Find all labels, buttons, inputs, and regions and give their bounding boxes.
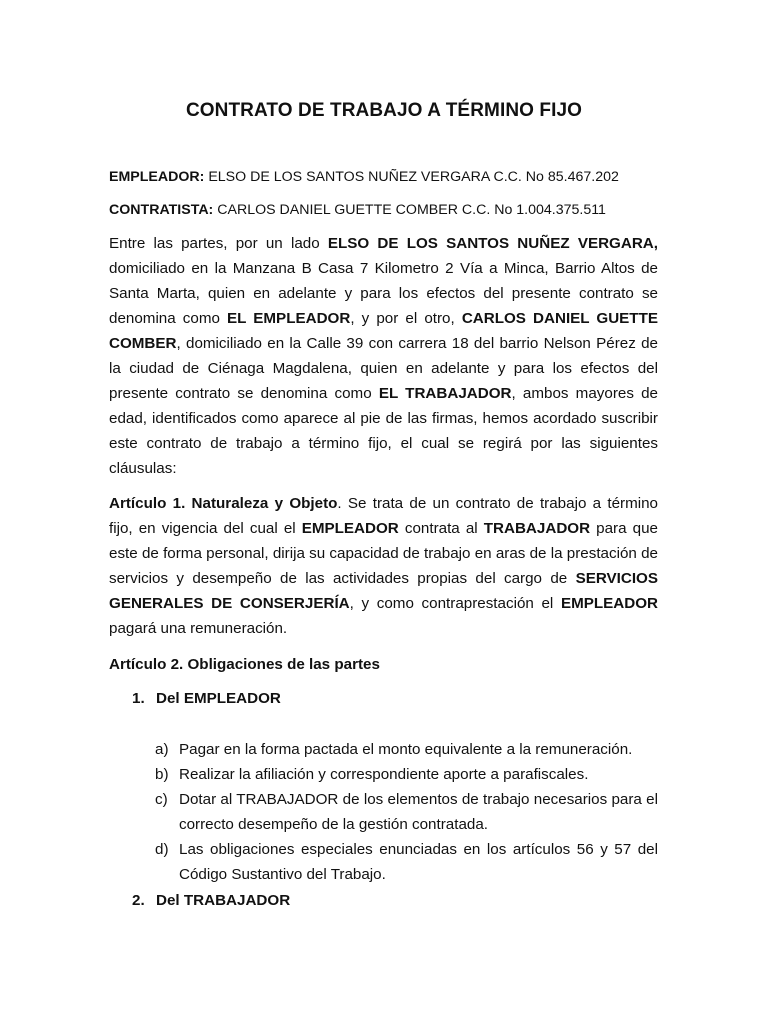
articulo-1-text-2: contrata al (398, 520, 484, 537)
intro-text-4: , domiciliado en la Calle 39 con carrera 18 del barrio Nelson Pérez de la ciudad de Ciénaga Magdalena, quien en adelante y para los efectos del presente contrato se denomina como (109, 335, 658, 402)
articulo-1-bold-2: TRABAJADOR (483, 520, 591, 537)
list-item-text: Pagar en la forma pactada el monto equivalente a la remuneración. (179, 741, 633, 758)
numbered-item-label: Del TRABAJADOR (156, 892, 291, 909)
list-item-letter: d) (155, 841, 169, 858)
numbered-item-number: 2. (132, 892, 145, 909)
articulo-1-text-4: , y como contraprestación el (349, 595, 561, 612)
intro-text-3: , y por el otro, (350, 310, 462, 327)
numbered-item-number: 1. (132, 690, 145, 707)
list-item-text: Las obligaciones especiales enunciadas en los artículos 56 y 57 del Código Sustantivo del Trabajo. (179, 841, 658, 883)
articulo-1-paragraph (109, 491, 658, 641)
intro-bold-4: EL TRABAJADOR (378, 385, 512, 402)
list-item-text: Realizar la afiliación y correspondiente aporte a parafiscales. (179, 766, 589, 783)
articulo-1-bold-1: EMPLEADOR (301, 520, 399, 537)
intro-text-2: domiciliado en la Manzana B Casa 7 Kilometro 2 Vía a Minca, Barrio Altos de Santa Marta, quien en adelante y para los efectos del presente contrato se denomina como (109, 260, 658, 327)
articulo-1-text-5: pagará una remuneración. (109, 620, 288, 637)
contratista-line (109, 201, 606, 219)
articulo-1-text-3: para que este de forma personal, dirija su capacidad de trabajo en aras de la prestación de servicios y desempeño de las actividades propias del cargo de (109, 520, 658, 587)
contratista-value: CARLOS DANIEL GUETTE COMBER C.C. No 1.004.375.511 (213, 202, 606, 218)
list-item-text: Dotar al TRABAJADOR de los elementos de trabajo necesarios para el correcto desempeño de la gestión contratada. (179, 791, 658, 833)
list-item (155, 787, 658, 837)
intro-bold-3: CARLOS DANIEL GUETTE COMBER (109, 310, 658, 352)
numbered-item-empleador (132, 689, 281, 709)
intro-paragraph (109, 231, 658, 481)
numbered-item-label: Del EMPLEADOR (156, 690, 281, 707)
list-item-letter: c) (155, 791, 168, 808)
articulo-1-text-1: . Se trata de un contrato de trabajo a término fijo, en vigencia del cual el (109, 495, 658, 537)
empleador-value: ELSO DE LOS SANTOS NUÑEZ VERGARA C.C. No 85.467.202 (204, 169, 619, 185)
articulo-1-bold-4: EMPLEADOR (560, 595, 659, 612)
articulo-1-bold-3: SERVICIOS GENERALES DE CONSERJERÍA (109, 570, 658, 612)
intro-text-1: Entre las partes, por un lado (109, 235, 328, 252)
articulo-1-heading: Artículo 1. Naturaleza y Objeto (109, 495, 338, 512)
empleador-obligations-list (155, 737, 658, 887)
empleador-label: EMPLEADOR: (109, 169, 205, 185)
contratista-label: CONTRATISTA: (109, 202, 214, 218)
intro-bold-1: ELSO DE LOS SANTOS NUÑEZ VERGARA, (327, 235, 658, 252)
articulo-2-heading: Artículo 2. Obligaciones de las partes (109, 656, 380, 673)
list-item-letter: a) (155, 741, 169, 758)
intro-text-5: , ambos mayores de edad, identificados como aparece al pie de las firmas, hemos acordado suscribir este contrato de trabajo a término fijo, el cual se regirá por las siguientes cláusulas: (109, 385, 658, 477)
list-item (155, 762, 658, 787)
empleador-line (109, 168, 619, 186)
list-item-letter: b) (155, 766, 169, 783)
intro-bold-2: EL EMPLEADOR (227, 310, 351, 327)
list-item (155, 837, 658, 887)
document-title: CONTRATO DE TRABAJO A TÉRMINO FIJO (185, 100, 583, 121)
list-item (155, 737, 658, 762)
numbered-item-trabajador (132, 891, 290, 911)
